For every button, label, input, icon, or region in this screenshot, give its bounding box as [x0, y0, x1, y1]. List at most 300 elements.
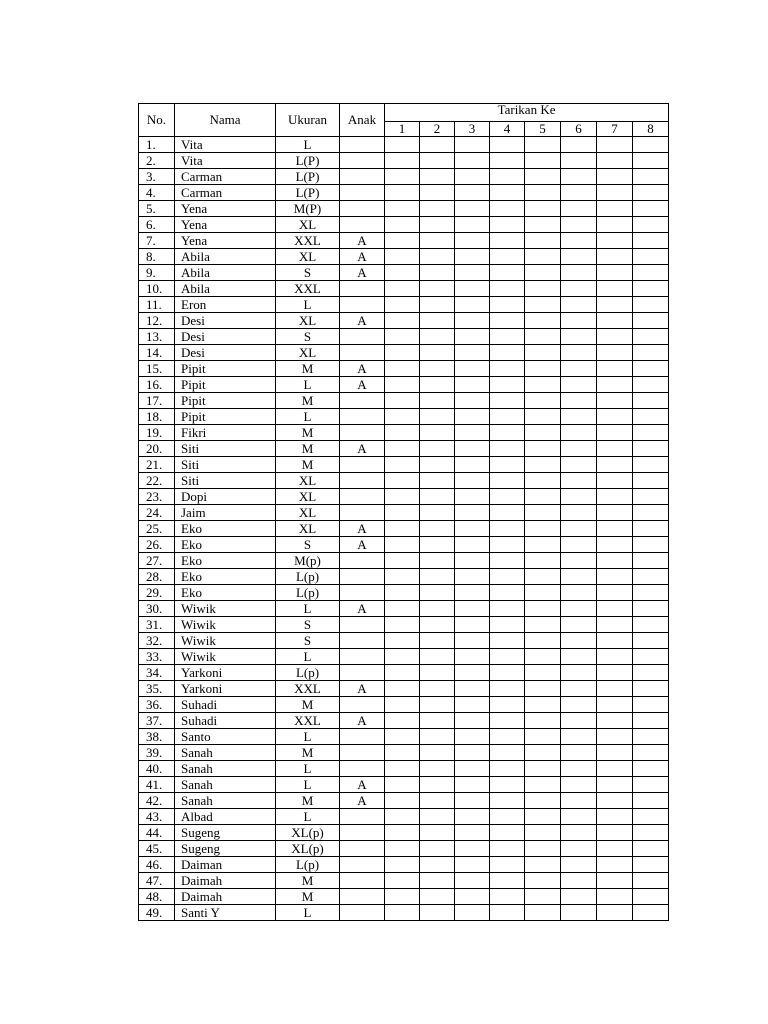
tarikan-cell	[420, 761, 455, 777]
tarikan-cell	[490, 713, 525, 729]
tarikan-cell	[597, 441, 633, 457]
tarikan-cell	[597, 729, 633, 745]
tarikan-cell	[455, 137, 490, 153]
tarikan-cell	[561, 553, 597, 569]
table-row	[139, 585, 669, 601]
table-row	[139, 665, 669, 681]
table-row	[139, 713, 669, 729]
tarikan-cell	[597, 649, 633, 665]
row-anak	[340, 569, 385, 585]
tarikan-cell	[455, 809, 490, 825]
row-size: XL	[276, 217, 340, 233]
tarikan-cell	[633, 329, 669, 345]
tarikan-cell	[597, 393, 633, 409]
row-name: Siti	[175, 457, 276, 473]
table-row	[139, 313, 669, 329]
tarikan-cell	[385, 905, 420, 921]
tarikan-cell	[633, 169, 669, 185]
tarikan-cell	[525, 665, 561, 681]
tarikan-cell	[597, 185, 633, 201]
tarikan-cell	[525, 505, 561, 521]
table-row	[139, 553, 669, 569]
tarikan-cell	[597, 409, 633, 425]
row-number: 29.	[139, 585, 175, 601]
row-name: Sanah	[175, 745, 276, 761]
tarikan-cell	[525, 185, 561, 201]
tarikan-cell	[455, 345, 490, 361]
row-anak	[340, 745, 385, 761]
table-row	[139, 265, 669, 281]
tarikan-cell	[490, 649, 525, 665]
row-anak	[340, 473, 385, 489]
row-anak	[340, 201, 385, 217]
tarikan-cell	[525, 585, 561, 601]
tarikan-cell	[455, 841, 490, 857]
tarikan-cell	[633, 665, 669, 681]
tarikan-cell	[385, 841, 420, 857]
tarikan-cell	[633, 457, 669, 473]
tarikan-cell	[633, 857, 669, 873]
row-size: M	[276, 745, 340, 761]
row-number: 35.	[139, 681, 175, 697]
tarikan-cell	[420, 233, 455, 249]
tarikan-cell	[490, 553, 525, 569]
row-anak	[340, 665, 385, 681]
tarikan-cell	[490, 345, 525, 361]
tarikan-cell	[455, 873, 490, 889]
tarikan-cell	[597, 553, 633, 569]
document-page	[138, 103, 668, 921]
tarikan-cell	[455, 713, 490, 729]
tarikan-cell	[490, 313, 525, 329]
row-name: Fikri	[175, 425, 276, 441]
tarikan-cell	[420, 665, 455, 681]
tarikan-cell	[420, 585, 455, 601]
header-ukuran: Ukuran	[276, 104, 340, 137]
tarikan-cell	[597, 265, 633, 281]
tarikan-cell	[633, 137, 669, 153]
tarikan-cell	[561, 889, 597, 905]
tarikan-cell	[525, 425, 561, 441]
table-row	[139, 233, 669, 249]
row-name: Wiwik	[175, 649, 276, 665]
tarikan-cell	[490, 361, 525, 377]
row-name: Dopi	[175, 489, 276, 505]
tarikan-cell	[490, 249, 525, 265]
tarikan-cell	[633, 777, 669, 793]
table-row	[139, 601, 669, 617]
tarikan-cell	[561, 569, 597, 585]
table-row	[139, 137, 669, 153]
tarikan-cell	[561, 713, 597, 729]
row-number: 11.	[139, 297, 175, 313]
tarikan-cell	[525, 297, 561, 313]
tarikan-cell	[633, 473, 669, 489]
row-number: 28.	[139, 569, 175, 585]
tarikan-cell	[633, 873, 669, 889]
row-number: 22.	[139, 473, 175, 489]
table-row	[139, 761, 669, 777]
tarikan-cell	[385, 873, 420, 889]
tarikan-cell	[561, 601, 597, 617]
tarikan-cell	[455, 217, 490, 233]
tarikan-cell	[385, 857, 420, 873]
tarikan-cell	[525, 201, 561, 217]
tarikan-cell	[525, 905, 561, 921]
tarikan-cell	[597, 233, 633, 249]
row-name: Yena	[175, 217, 276, 233]
tarikan-cell	[420, 729, 455, 745]
row-number: 36.	[139, 697, 175, 713]
tarikan-cell	[420, 153, 455, 169]
header-anak: Anak	[340, 104, 385, 137]
row-size: XXL	[276, 681, 340, 697]
tarikan-cell	[420, 537, 455, 553]
tarikan-cell	[561, 521, 597, 537]
tarikan-cell	[385, 425, 420, 441]
table-row	[139, 169, 669, 185]
tarikan-cell	[385, 297, 420, 313]
row-name: Suhadi	[175, 697, 276, 713]
table-row	[139, 185, 669, 201]
header-tarikan-8: 8	[633, 122, 669, 137]
tarikan-cell	[597, 361, 633, 377]
row-anak	[340, 809, 385, 825]
tarikan-cell	[490, 457, 525, 473]
row-number: 26.	[139, 537, 175, 553]
row-name: Yena	[175, 201, 276, 217]
table-row	[139, 217, 669, 233]
row-number: 3.	[139, 169, 175, 185]
tarikan-cell	[597, 281, 633, 297]
tarikan-cell	[525, 697, 561, 713]
tarikan-cell	[455, 153, 490, 169]
table-row	[139, 745, 669, 761]
tarikan-cell	[385, 393, 420, 409]
tarikan-cell	[633, 201, 669, 217]
tarikan-cell	[561, 681, 597, 697]
tarikan-cell	[385, 361, 420, 377]
row-number: 49.	[139, 905, 175, 921]
tarikan-cell	[385, 217, 420, 233]
tarikan-cell	[420, 249, 455, 265]
row-size: XL(p)	[276, 825, 340, 841]
tarikan-cell	[525, 393, 561, 409]
tarikan-cell	[420, 377, 455, 393]
row-anak	[340, 729, 385, 745]
tarikan-cell	[633, 313, 669, 329]
tarikan-cell	[633, 505, 669, 521]
row-number: 40.	[139, 761, 175, 777]
row-size: L	[276, 601, 340, 617]
tarikan-cell	[490, 889, 525, 905]
tarikan-cell	[490, 489, 525, 505]
tarikan-cell	[597, 585, 633, 601]
tarikan-cell	[561, 201, 597, 217]
tarikan-cell	[525, 713, 561, 729]
tarikan-cell	[420, 697, 455, 713]
row-name: Desi	[175, 345, 276, 361]
tarikan-cell	[455, 825, 490, 841]
table-row	[139, 489, 669, 505]
table-row	[139, 409, 669, 425]
row-name: Siti	[175, 441, 276, 457]
row-size: L(p)	[276, 585, 340, 601]
table-row	[139, 649, 669, 665]
tarikan-cell	[561, 425, 597, 441]
row-anak	[340, 857, 385, 873]
row-size: L(p)	[276, 857, 340, 873]
tarikan-cell	[455, 889, 490, 905]
tarikan-cell	[597, 809, 633, 825]
tarikan-cell	[561, 761, 597, 777]
row-size: S	[276, 537, 340, 553]
tarikan-cell	[385, 825, 420, 841]
row-number: 8.	[139, 249, 175, 265]
tarikan-cell	[525, 857, 561, 873]
tarikan-cell	[561, 793, 597, 809]
row-size: XL	[276, 505, 340, 521]
tarikan-cell	[455, 745, 490, 761]
row-size: M	[276, 697, 340, 713]
row-size: XL(p)	[276, 841, 340, 857]
header-tarikan-ke: Tarikan Ke	[385, 104, 669, 122]
tarikan-cell	[490, 185, 525, 201]
table-row	[139, 873, 669, 889]
row-name: Eko	[175, 521, 276, 537]
tarikan-cell	[420, 329, 455, 345]
tarikan-cell	[385, 473, 420, 489]
row-name: Wiwik	[175, 617, 276, 633]
row-name: Sugeng	[175, 841, 276, 857]
tarikan-cell	[597, 297, 633, 313]
table-row	[139, 457, 669, 473]
row-name: Daiman	[175, 857, 276, 873]
row-anak	[340, 585, 385, 601]
tarikan-cell	[633, 217, 669, 233]
table-row	[139, 777, 669, 793]
tarikan-cell	[420, 569, 455, 585]
row-size: XL	[276, 489, 340, 505]
row-anak	[340, 185, 385, 201]
tarikan-cell	[455, 233, 490, 249]
row-number: 20.	[139, 441, 175, 457]
row-size: XL	[276, 521, 340, 537]
tarikan-cell	[490, 137, 525, 153]
tarikan-cell	[455, 377, 490, 393]
tarikan-cell	[455, 265, 490, 281]
row-anak	[340, 169, 385, 185]
tarikan-cell	[385, 889, 420, 905]
row-name: Suhadi	[175, 713, 276, 729]
tarikan-cell	[525, 889, 561, 905]
table-row	[139, 345, 669, 361]
table-row	[139, 697, 669, 713]
tarikan-cell	[420, 313, 455, 329]
header-nama: Nama	[175, 104, 276, 137]
row-anak: A	[340, 233, 385, 249]
tarikan-cell	[633, 489, 669, 505]
row-size: L	[276, 649, 340, 665]
row-name: Eko	[175, 537, 276, 553]
tarikan-cell	[525, 601, 561, 617]
row-number: 34.	[139, 665, 175, 681]
tarikan-cell	[525, 537, 561, 553]
tarikan-cell	[561, 249, 597, 265]
tarikan-cell	[633, 729, 669, 745]
tarikan-cell	[455, 361, 490, 377]
tarikan-cell	[525, 249, 561, 265]
tarikan-cell	[455, 649, 490, 665]
row-number: 27.	[139, 553, 175, 569]
row-size: M	[276, 889, 340, 905]
row-anak: A	[340, 537, 385, 553]
row-anak	[340, 841, 385, 857]
tarikan-cell	[561, 281, 597, 297]
tarikan-cell	[525, 377, 561, 393]
tarikan-cell	[633, 521, 669, 537]
header-tarikan-1: 1	[385, 122, 420, 137]
tarikan-cell	[597, 489, 633, 505]
tarikan-cell	[455, 185, 490, 201]
tarikan-cell	[420, 441, 455, 457]
row-name: Carman	[175, 169, 276, 185]
tarikan-cell	[597, 889, 633, 905]
tarikan-cell	[525, 457, 561, 473]
row-anak: A	[340, 265, 385, 281]
table-row	[139, 425, 669, 441]
tarikan-cell	[597, 713, 633, 729]
tarikan-cell	[561, 233, 597, 249]
tarikan-cell	[633, 553, 669, 569]
row-name: Pipit	[175, 409, 276, 425]
tarikan-cell	[385, 185, 420, 201]
tarikan-cell	[490, 169, 525, 185]
tarikan-cell	[490, 217, 525, 233]
tarikan-cell	[597, 249, 633, 265]
tarikan-cell	[597, 617, 633, 633]
row-anak	[340, 633, 385, 649]
tarikan-cell	[597, 473, 633, 489]
tarikan-cell	[561, 313, 597, 329]
row-size: M(P)	[276, 201, 340, 217]
row-anak	[340, 889, 385, 905]
tarikan-cell	[455, 777, 490, 793]
tarikan-cell	[561, 905, 597, 921]
row-number: 37.	[139, 713, 175, 729]
tarikan-cell	[561, 345, 597, 361]
row-anak	[340, 393, 385, 409]
row-number: 9.	[139, 265, 175, 281]
tarikan-cell	[490, 393, 525, 409]
tarikan-cell	[525, 329, 561, 345]
tarikan-cell	[385, 617, 420, 633]
row-size: M	[276, 425, 340, 441]
tarikan-cell	[525, 473, 561, 489]
tarikan-cell	[633, 793, 669, 809]
row-number: 38.	[139, 729, 175, 745]
row-anak	[340, 905, 385, 921]
row-size: S	[276, 617, 340, 633]
tarikan-cell	[633, 601, 669, 617]
row-anak	[340, 425, 385, 441]
tarikan-cell	[525, 681, 561, 697]
tarikan-cell	[455, 201, 490, 217]
tarikan-cell	[420, 281, 455, 297]
tarikan-cell	[561, 617, 597, 633]
row-name: Yarkoni	[175, 681, 276, 697]
tarikan-cell	[385, 409, 420, 425]
row-anak	[340, 345, 385, 361]
row-size: L	[276, 809, 340, 825]
row-number: 41.	[139, 777, 175, 793]
tarikan-cell	[420, 393, 455, 409]
tarikan-cell	[385, 729, 420, 745]
tarikan-cell	[490, 585, 525, 601]
tarikan-cell	[420, 681, 455, 697]
row-number: 1.	[139, 137, 175, 153]
tarikan-cell	[420, 889, 455, 905]
tarikan-cell	[420, 505, 455, 521]
tarikan-cell	[490, 665, 525, 681]
tarikan-cell	[597, 841, 633, 857]
tarikan-cell	[385, 489, 420, 505]
row-number: 16.	[139, 377, 175, 393]
row-number: 7.	[139, 233, 175, 249]
tarikan-cell	[490, 617, 525, 633]
tarikan-cell	[385, 745, 420, 761]
tarikan-cell	[385, 265, 420, 281]
tarikan-cell	[385, 633, 420, 649]
tarikan-cell	[455, 489, 490, 505]
row-number: 2.	[139, 153, 175, 169]
tarikan-cell	[385, 457, 420, 473]
tarikan-cell	[490, 761, 525, 777]
tarikan-cell	[420, 489, 455, 505]
row-anak: A	[340, 377, 385, 393]
tarikan-cell	[633, 585, 669, 601]
tarikan-cell	[490, 201, 525, 217]
row-size: L	[276, 377, 340, 393]
row-name: Eko	[175, 553, 276, 569]
row-number: 18.	[139, 409, 175, 425]
tarikan-cell	[420, 617, 455, 633]
tarikan-cell	[561, 153, 597, 169]
tarikan-cell	[490, 281, 525, 297]
row-anak: A	[340, 793, 385, 809]
tarikan-cell	[525, 489, 561, 505]
tarikan-cell	[561, 393, 597, 409]
tarikan-cell	[490, 825, 525, 841]
tarikan-cell	[597, 761, 633, 777]
tarikan-cell	[597, 329, 633, 345]
table-row	[139, 569, 669, 585]
tarikan-cell	[525, 409, 561, 425]
tarikan-cell	[633, 345, 669, 361]
tarikan-cell	[385, 233, 420, 249]
tarikan-cell	[455, 905, 490, 921]
tarikan-cell	[633, 569, 669, 585]
tarikan-cell	[420, 713, 455, 729]
tarikan-cell	[633, 297, 669, 313]
row-number: 5.	[139, 201, 175, 217]
tarikan-cell	[455, 457, 490, 473]
tarikan-cell	[633, 809, 669, 825]
tarikan-cell	[561, 473, 597, 489]
tarikan-cell	[455, 537, 490, 553]
tarikan-cell	[561, 857, 597, 873]
table-row	[139, 905, 669, 921]
